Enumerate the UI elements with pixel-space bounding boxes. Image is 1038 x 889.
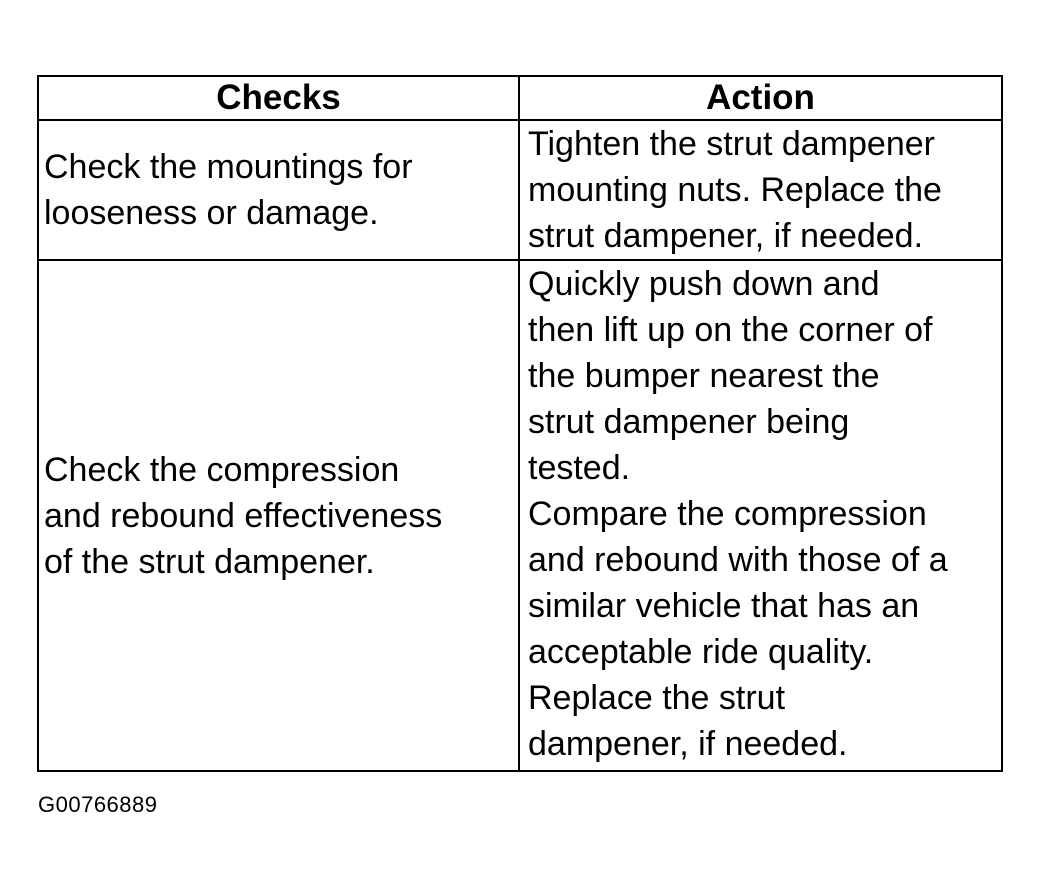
table-row xyxy=(38,260,1002,771)
action-text: Tighten the strut dampener mounting nuts. Replace the strut dampener, if needed. xyxy=(528,125,942,255)
table-header-row xyxy=(38,76,1002,120)
action-cell xyxy=(519,120,1002,260)
figure-id-label: G00766889 xyxy=(38,792,158,817)
check-text: Check the compression and rebound effectiveness of the strut dampener. xyxy=(44,450,443,581)
check-cell xyxy=(38,120,519,260)
action-column-header: Action xyxy=(519,76,1002,120)
checks-action-table xyxy=(37,75,1003,772)
check-cell xyxy=(38,260,519,771)
action-cell xyxy=(519,260,1002,771)
table-row xyxy=(38,120,1002,260)
action-text: Quickly push down and then lift up on the corner of the bumper nearest the strut dampener being tested. Compare the compression and rebound with those of a similar vehicle that has an acceptable ride quality. Replace the strut dampener, if needed. xyxy=(528,265,948,763)
checks-column-header: Checks xyxy=(38,76,519,120)
check-text: Check the mountings for looseness or damage. xyxy=(44,148,413,232)
